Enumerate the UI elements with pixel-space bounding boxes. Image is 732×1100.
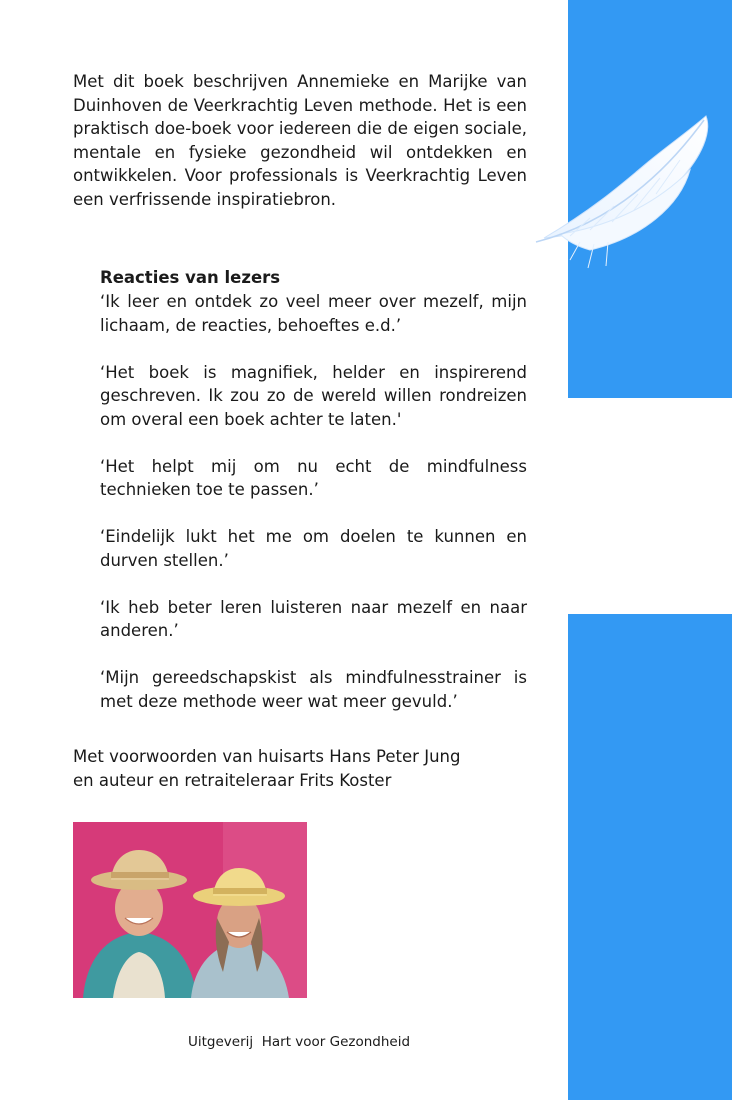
review-quote: ‘Ik heb beter leren luisteren naar mezelf en naar anderen.’: [100, 597, 527, 640]
reader-reviews: [100, 266, 527, 713]
reviews-heading: Reacties van lezers: [100, 268, 281, 287]
review-quote: ‘Mijn gereedschapskist als mindfulnesstrainer is met deze methode weer wat meer gevuld.’: [100, 668, 527, 711]
feather-icon: [530, 110, 730, 280]
intro-paragraph: Met dit boek beschrijven Annemieke en Marijke van Duinhoven de Veerkrachtig Leven methode. Het is een praktisch doe-boek voor iedereen die de eigen sociale, mentale en fysieke gezondheid wil ontdekken en ontwikkelen. Voor professionals is Veerkrachtig Leven een verfrissende inspiratiebron.: [73, 72, 527, 209]
blue-band-bottom: [568, 614, 732, 1100]
authors-photo: [73, 822, 307, 998]
review-quote: ‘Ik leer en ontdek zo veel meer over mezelf, mijn lichaam, de reacties, behoeftes e.d.’: [100, 292, 527, 335]
forewords-line-1: Met voorwoorden van huisarts Hans Peter Jung: [73, 747, 461, 766]
forewords-line-2: en auteur en retraiteleraar Frits Koster: [73, 771, 392, 790]
review-quote: ‘Het boek is magnifiek, helder en inspirerend geschreven. Ik zou zo de wereld willen rondreizen om overal een boek achter te laten.': [100, 362, 527, 429]
review-quote: ‘Het helpt mij om nu echt de mindfulness technieken toe te passen.’: [100, 456, 527, 499]
publisher-name: Uitgeverij Hart voor Gezondheid: [188, 1034, 411, 1050]
review-quote: ‘Eindelijk lukt het me om doelen te kunnen en durven stellen.’: [100, 527, 527, 570]
forewords-note: [73, 745, 553, 793]
